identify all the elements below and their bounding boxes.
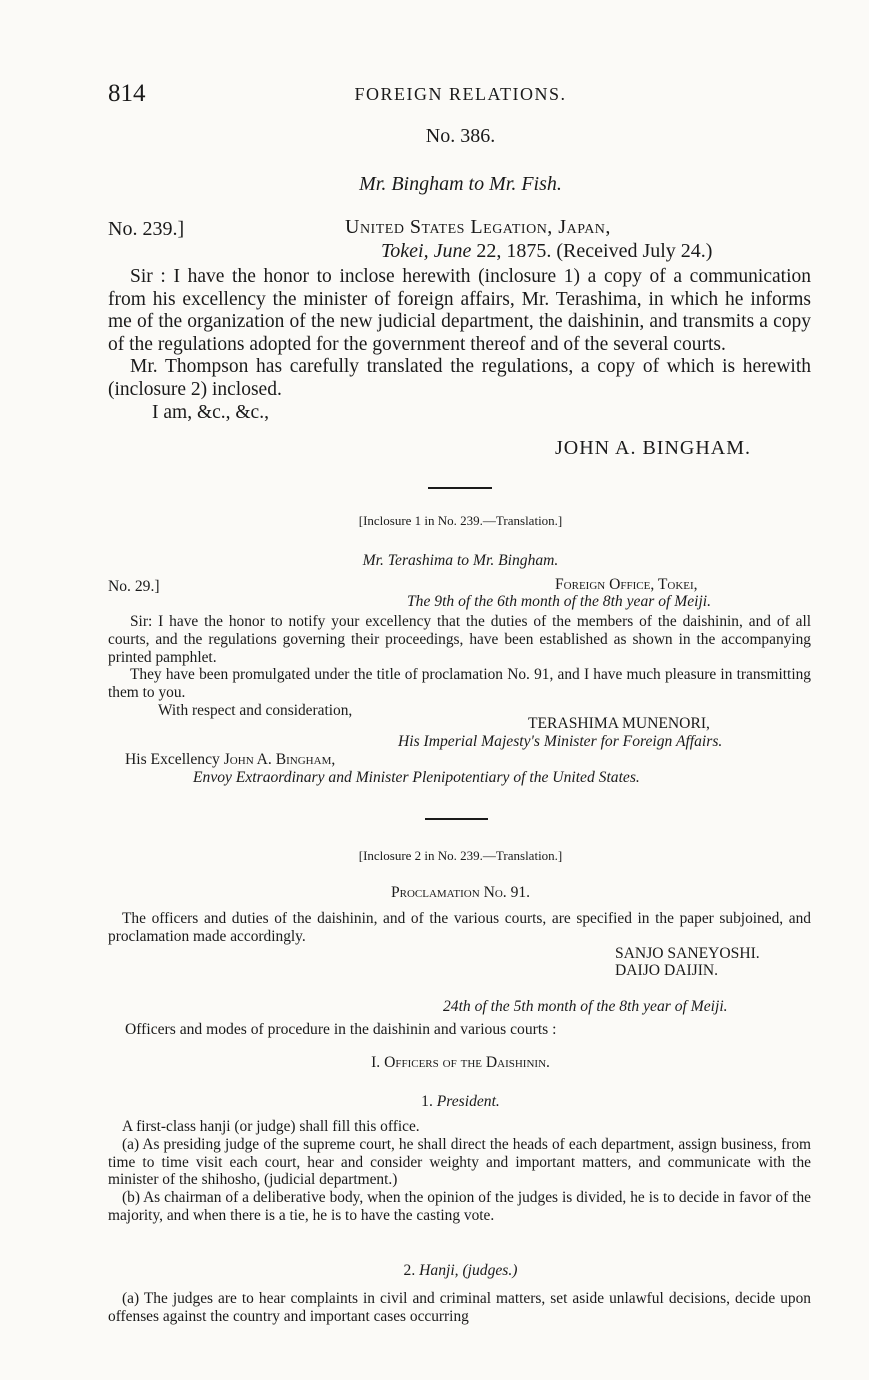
inclosure1-signature-title: His Imperial Majesty's Minister for Foreign Affairs.: [398, 733, 723, 750]
inclosure1-paragraph: Sir: I have the honor to notify your excellency that the duties of the members of the daishinin, and of all courts, and the regulations governing their proceedings, have been established as shown in the accompanying printed pamphlet.: [108, 613, 811, 666]
proclamation-signature-1: SANJO SANEYOSHI.: [615, 945, 760, 962]
section-divider: [425, 818, 488, 820]
subsection-1-number: 1.: [421, 1093, 433, 1110]
inclosure1-addressee-title: Envoy Extraordinary and Minister Plenipotentiary of the United States.: [193, 769, 640, 786]
subsection-2-title: Hanji, (judges.): [419, 1262, 518, 1279]
letter-closing: I am, &c., &c.,: [152, 401, 269, 423]
addressee-prefix: His Excellency: [125, 751, 220, 768]
inclosure1-paragraph: They have been promulgated under the title of proclamation No. 91, and I have much pleasure in transmitting them to you.: [108, 666, 811, 702]
subsection-1-heading: [0, 1093, 869, 1111]
inclosure1-caption: [Inclosure 1 in No. 239.—Translation.]: [358, 513, 563, 528]
inclosure1-body: [108, 613, 811, 720]
date-rest: 22, 1875. (Received July 24.): [476, 240, 713, 262]
letter-body: [108, 266, 811, 424]
officers-line: Officers and modes of procedure in the daishinin and various courts :: [125, 1021, 557, 1038]
subsection-2-body: [108, 1290, 811, 1326]
letter-signature: JOHN A. BINGHAM.: [555, 437, 752, 459]
document-number: No. 386.: [425, 125, 496, 147]
subsection-2-heading: [0, 1262, 869, 1280]
date-month: June: [433, 240, 472, 262]
proclamation-title: Proclamation No. 91.: [390, 884, 531, 901]
subsection-2-number: 2.: [403, 1262, 416, 1279]
inclosure1-number: No. 29.]: [108, 578, 160, 595]
inclosure1-date: The 9th of the 6th month of the 8th year of Meiji.: [407, 593, 712, 610]
inclosure1-addressee: [125, 751, 335, 769]
addressee-name: John A. Bingham,: [223, 751, 336, 768]
inclosure1-signature: TERASHIMA MUNENORI,: [528, 715, 710, 732]
subsection-1-title: President.: [436, 1093, 500, 1110]
proclamation-intro: [108, 910, 811, 946]
subsection-2-paragraph: (a) The judges are to hear complaints in civil and criminal matters, set aside unlawful decisions, decide upon offenses against the country and important cases occurring: [108, 1290, 811, 1325]
inclosure1-closing: With respect and consideration,: [158, 701, 353, 719]
inclosure2-caption: [Inclosure 2 in No. 239.—Translation.]: [358, 848, 563, 863]
proclamation-date: 24th of the 5th month of the 8th year of Meiji.: [443, 998, 728, 1015]
letter-paragraph: Sir : I have the honor to inclose herewith (inclosure 1) a copy of a communication from his excellency the minister of foreign affairs, Mr. Terashima, in which he informs me of the organization of the new judicial department, the daishinin, and transmits a copy of the regulations adopted for the government thereof and of the several courts.: [108, 266, 811, 355]
letter-date: [381, 240, 712, 263]
inclosure1-office: Foreign Office, Tokei,: [555, 576, 698, 593]
date-place: Tokei,: [381, 240, 429, 262]
page-number: 814: [108, 80, 146, 107]
running-head: FOREIGN RELATIONS.: [354, 84, 567, 104]
letter-title: Mr. Bingham to Mr. Fish.: [359, 173, 562, 195]
subsection-1-paragraph: (b) As chairman of a deliberative body, when the opinion of the judges is divided, he is to decide in favor of the majority, and when there is a tie, he is to have the casting vote.: [108, 1189, 811, 1224]
letter-number: No. 239.]: [108, 218, 185, 240]
subsection-1-paragraph: (a) As presiding judge of the supreme court, he shall direct the heads of each department, assign business, from time to time visit each court, hear and consider weighty and important matters, and communicate with the minister of the shihosho, (judicial department.): [108, 1135, 811, 1189]
letter-paragraph: Mr. Thompson has carefully translated the regulations, a copy of which is herewith (inclosure 2) inclosed.: [108, 356, 811, 400]
section-divider: [428, 487, 492, 489]
inclosure1-title: Mr. Terashima to Mr. Bingham.: [362, 552, 559, 569]
proclamation-intro-text: The officers and duties of the daishinin, and of the various courts, are specified in the paper subjoined, and proclamation made accordingly.: [108, 910, 811, 945]
legation-line: United States Legation, Japan,: [345, 216, 611, 238]
subsection-1-body: [108, 1118, 811, 1225]
section-heading: I. Officers of the Daishinin.: [371, 1054, 550, 1071]
proclamation-signature-2: DAIJO DAIJIN.: [615, 962, 719, 979]
subsection-1-paragraph: A first-class hanji (or judge) shall fill this office.: [122, 1118, 420, 1135]
